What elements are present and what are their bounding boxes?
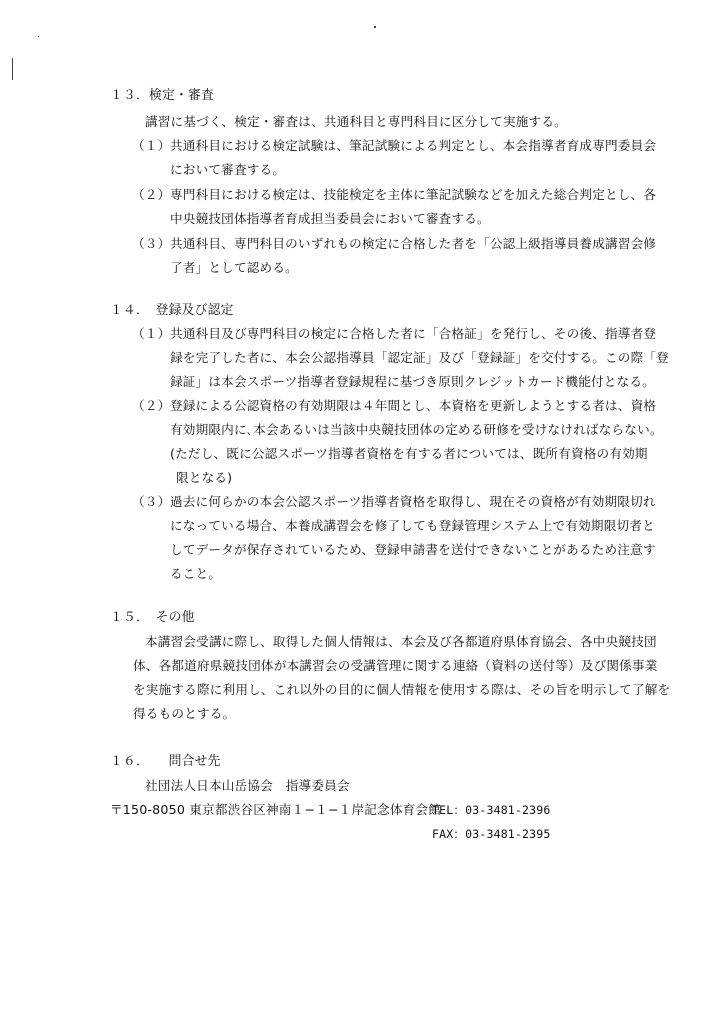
contact-organization: 社団法人日本山岳協会 指導委員会 [145, 778, 350, 793]
item-text-line: において審査する。 [170, 162, 286, 177]
item-text-line: 共通科目における検定試験は、筆記試験による判定とし、本会指導者育成専門委員会 [170, 138, 657, 153]
item-text-line: 登録による公認資格の有効期限は４年間とし、本資格を更新しようとする者は、資格 [170, 398, 657, 413]
paragraph-line: 得るものとする。 [133, 706, 236, 721]
item-text-line: ること。 [170, 566, 222, 581]
scan-dust-mark [38, 36, 39, 37]
paragraph-line: 本講習会受講に際し、取得した個人情報は、本会及び各都道府県体育協会、各中央競技団 [145, 634, 657, 649]
item-number: （３） [132, 236, 171, 251]
section-15-heading: １５． その他 [110, 610, 195, 625]
item-text-line: になっている場合、本養成講習会を修了しても登録管理システム上で有効期限切者と [170, 518, 655, 533]
item-number: （１） [132, 326, 171, 341]
item-note-line: 限となる) [176, 470, 233, 485]
contact-tel: TEL：03-3481-2396 [432, 803, 551, 817]
item-number: （１） [132, 138, 171, 153]
item-text-line: 有効期限内に､本会あるいは当該中央競技団体の定める研修を受けなければならない。 [170, 422, 663, 437]
section-13-heading: １３．検定・審査 [110, 88, 214, 103]
item-note-line: (ただし、既に公認スポーツ指導者資格を有する者については、既所有資格の有効期 [170, 446, 648, 461]
contact-address: 〒150-8050 東京都渋谷区神南１−１−１岸記念体育会館 [110, 802, 442, 817]
scan-dust-mark [374, 26, 376, 28]
item-text-line: 了者」として認める。 [170, 260, 298, 275]
item-text-line: 中央競技団体指導者育成担当委員会において審査する。 [170, 211, 490, 226]
item-text-line: 専門科目における検定は、技能検定を主体に筆記試験などを加えた総合判定とし、各 [170, 187, 657, 202]
paragraph-line: を実施する際に利用し、これ以外の目的に個人情報を使用する際は、その旨を明示して了解を [133, 682, 671, 697]
scan-edge-mark [12, 58, 13, 80]
item-text-line: 共通科目、専門科目のいずれもの検定に合格した者を「公認上級指導員養成講習会修 [170, 236, 657, 251]
section-13-intro: 講習に基づく、検定・審査は、共通科目と専門科目に区分して実施する。 [145, 114, 567, 129]
contact-fax: FAX：03-3481-2395 [432, 827, 551, 841]
section-14-heading: １４． 登録及び認定 [110, 303, 234, 318]
item-number: （２） [132, 187, 171, 202]
item-number: （３） [132, 494, 171, 509]
item-number: （２） [132, 398, 171, 413]
section-16-heading: １６． 問合せ先 [110, 754, 221, 769]
item-text-line: 共通科目及び専門科目の検定に合格した者に「合格証」を発行し、その後、指導者登 [170, 326, 657, 341]
paragraph-line: 体、各都道府県競技団体が本講習会の受講管理に関する連絡（資料の送付等）及び関係事業 [133, 658, 658, 673]
item-text-line: してデータが保存されているため、登録申請書を送付できないことがあるため注意す [170, 542, 656, 557]
item-text-line: 録を完了した者に、本会公認指導員「認定証」及び「登録証」を交付する。この際「登 [170, 350, 669, 365]
item-text-line: 過去に何らかの本会公認スポーツ指導者資格を取得し、現在その資格が有効期限切れ [170, 494, 656, 509]
item-text-line: 録証」は本会スポーツ指導者登録規程に基づき原則クレジットカード機能付となる。 [170, 374, 655, 389]
